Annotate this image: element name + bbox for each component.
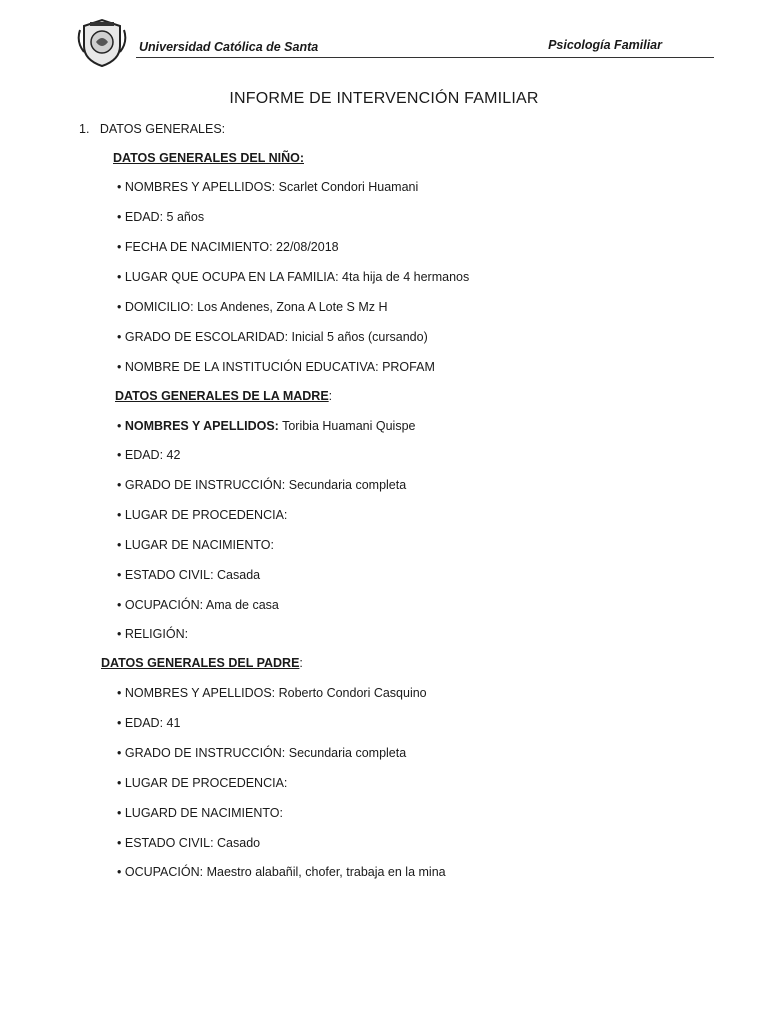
list-item: • LUGAR DE NACIMIENTO: (117, 538, 274, 552)
list-item: • DOMICILIO: Los Andenes, Zona A Lote S Mz H (117, 300, 388, 314)
list-item: • FECHA DE NACIMIENTO: 22/08/2018 (117, 240, 339, 254)
list-item: • EDAD: 5 años (117, 210, 204, 224)
list-item: • ESTADO CIVIL: Casada (117, 568, 260, 582)
list-item: • OCUPACIÓN: Ama de casa (117, 598, 279, 612)
list-item: • LUGAR QUE OCUPA EN LA FAMILIA: 4ta hija de 4 hermanos (117, 270, 469, 284)
father-heading-text: DATOS GENERALES DEL PADRE (101, 656, 300, 670)
section-label: DATOS GENERALES: (99, 122, 226, 136)
list-item: • LUGARD DE NACIMIENTO: (117, 806, 283, 820)
mother-heading-suffix: : (328, 389, 333, 403)
father-heading (101, 656, 303, 670)
section-heading (79, 122, 225, 136)
list-item: • EDAD: 42 (117, 448, 180, 462)
mother-heading-text: DATOS GENERALES DE LA MADRE (115, 389, 329, 403)
list-item: • EDAD: 41 (117, 716, 180, 730)
page-header (0, 0, 768, 70)
list-item: • GRADO DE INSTRUCCIÓN: Secundaria completa (117, 478, 406, 492)
list-item: • LUGAR DE PROCEDENCIA: (117, 508, 287, 522)
father-heading-suffix: : (299, 656, 303, 670)
list-item (117, 419, 415, 433)
list-item: • NOMBRE DE LA INSTITUCIÓN EDUCATIVA: PROFAM (117, 360, 435, 374)
header-rule (136, 57, 714, 58)
list-item: • OCUPACIÓN: Maestro alabañil, chofer, trabaja en la mina (117, 865, 446, 879)
list-item: • GRADO DE INSTRUCCIÓN: Secundaria completa (117, 746, 406, 760)
mother-name-value: Toribia Huamani Quispe (278, 419, 416, 433)
list-item: • NOMBRES Y APELLIDOS: Roberto Condori Casquino (117, 686, 427, 700)
university-name: Universidad Católica de Santa (139, 40, 319, 54)
mother-name-label: NOMBRES Y APELLIDOS: (124, 419, 279, 433)
document-title: INFORME DE INTERVENCIÓN FAMILIAR (229, 90, 539, 107)
list-item: • NOMBRES Y APELLIDOS: Scarlet Condori Huamani (117, 180, 418, 194)
university-crest-icon (76, 16, 128, 68)
list-item: • RELIGIÓN: (117, 627, 188, 641)
mother-heading (115, 389, 332, 403)
list-item: • ESTADO CIVIL: Casado (117, 836, 260, 850)
child-heading: DATOS GENERALES DEL NIÑO: (113, 151, 304, 165)
list-item: • GRADO DE ESCOLARIDAD: Inicial 5 años (cursando) (117, 330, 428, 344)
course-name: Psicología Familiar (548, 38, 662, 52)
section-number: 1. (79, 122, 90, 136)
list-item: • LUGAR DE PROCEDENCIA: (117, 776, 287, 790)
